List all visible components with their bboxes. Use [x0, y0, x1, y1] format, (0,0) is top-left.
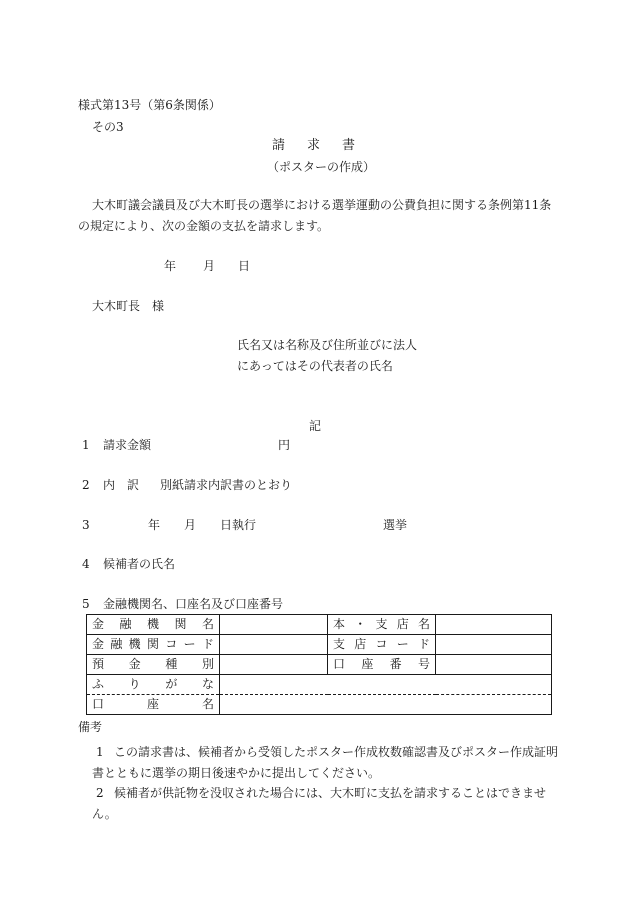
document-title: 請求書	[272, 138, 378, 153]
branch-name-label: 本・支店名	[328, 615, 436, 635]
table-row	[87, 655, 552, 675]
deposit-type-label: 預金種別	[87, 655, 220, 675]
item-2-label: 内 訳	[103, 478, 140, 492]
account-number-field[interactable]	[436, 655, 552, 675]
date-year: 年	[164, 259, 177, 273]
body-paragraph: 大木町議会議員及び大木町長の選挙における選挙運動の公費負担に関する条例第11条の規定により、次の金額の支払を請求します。	[78, 198, 552, 233]
institution-name-label: 金融機関名	[87, 615, 220, 635]
branch-code-label: 支店コード	[328, 635, 436, 655]
branch-name-field[interactable]	[436, 615, 552, 635]
table-row	[87, 635, 552, 655]
date-day: 日	[238, 259, 251, 273]
institution-name-field[interactable]	[220, 615, 328, 635]
form-number: 様式第13号（第6条関係）	[78, 98, 221, 112]
item-1-label: 請求金額	[103, 438, 152, 452]
note-2-number: 2	[96, 786, 104, 800]
document-subtitle: （ポスターの作成）	[267, 160, 376, 174]
item-3-election: 選挙	[383, 518, 408, 532]
signature-line-2: にあってはその代表者の氏名	[237, 359, 393, 373]
furigana-label: ふりがな	[87, 675, 220, 695]
table-row	[87, 695, 552, 715]
item-3-day-exec: 日執行	[220, 518, 257, 532]
item-3-number: 3	[82, 518, 90, 532]
date-month: 月	[203, 259, 216, 273]
item-2-value: 別紙請求内訳書のとおり	[160, 478, 293, 492]
item-1-unit: 円	[278, 438, 291, 452]
note-1-number: 1	[96, 745, 104, 759]
ki-label: 記	[309, 419, 322, 433]
item-4-number: 4	[82, 557, 90, 571]
form-sub-number: その3	[92, 120, 124, 134]
institution-code-label: 金融機関コード	[87, 635, 220, 655]
addressee: 大木町長 様	[92, 299, 165, 313]
table-row	[87, 675, 552, 695]
furigana-field[interactable]	[220, 675, 552, 695]
note-2-text: 候補者が供託物を没収された場合には、大木町に支払を請求することはできません。	[92, 786, 547, 821]
item-3-year: 年	[148, 518, 161, 532]
account-name-label: 口座名	[87, 695, 220, 715]
item-1-number: 1	[82, 438, 90, 452]
item-3-month: 月	[184, 518, 197, 532]
account-name-field[interactable]	[220, 695, 552, 715]
notes-heading: 備考	[78, 720, 103, 734]
item-5-number: 5	[82, 597, 90, 611]
signature-line-1: 氏名又は名称及び住所並びに法人	[237, 338, 418, 352]
institution-code-field[interactable]	[220, 635, 328, 655]
item-2-number: 2	[82, 478, 90, 492]
item-5-label: 金融機関名、口座名及び口座番号	[103, 597, 284, 611]
table-row	[87, 615, 552, 635]
deposit-type-field[interactable]	[220, 655, 328, 675]
note-1-text: この請求書は、候補者から受領したポスター作成枚数確認書及びポスター作成証明書とともに選挙の期日後速やかに提出してください。	[92, 745, 559, 780]
bank-account-table	[86, 614, 552, 715]
account-number-label: 口座番号	[328, 655, 436, 675]
item-4-label: 候補者の氏名	[103, 557, 176, 571]
branch-code-field[interactable]	[436, 635, 552, 655]
